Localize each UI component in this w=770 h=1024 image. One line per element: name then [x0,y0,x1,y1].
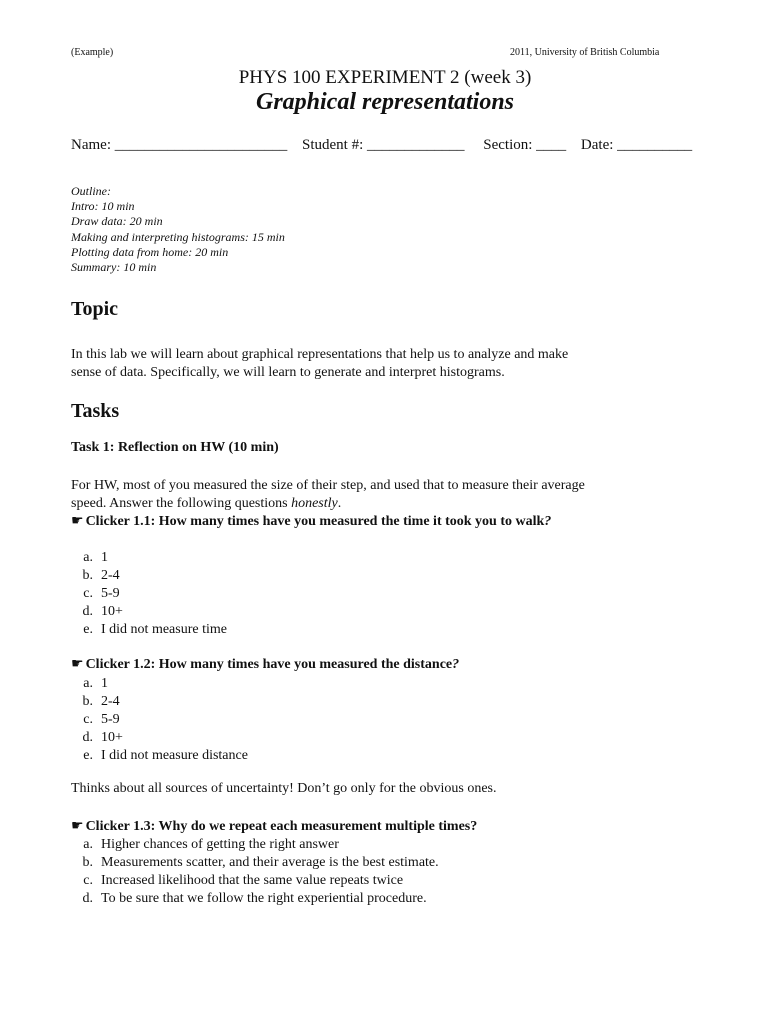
document-title: PHYS 100 EXPERIMENT 2 (week 3) [238,67,532,88]
clicker-question-text: Clicker 1.2: How many times have you measured the distance [85,657,453,672]
pointing-hand-icon: ☛ [71,657,84,672]
clicker-question-mark: ? [544,514,552,529]
student-number-field: Student #: _____________ [301,137,465,153]
topic-paragraph: In this lab we will learn about graphical representations that help us to analyze and make sense of data. Specifically, we will learn to generate and interpret histograms. [71,347,569,380]
option-marker: b. [82,568,93,583]
document-subtitle: Graphical representations [255,89,515,115]
option-item[interactable] [67,711,248,729]
clicker-question-mark: ? [452,657,460,672]
tasks-heading: Tasks [71,400,120,422]
option-item[interactable] [67,890,439,908]
option-marker: c. [83,586,93,601]
option-text: I did not measure time [101,622,227,637]
clicker-question-3 [71,818,477,836]
option-item[interactable] [67,854,439,872]
option-text: Measurements scatter, and their average is the best estimate. [101,855,439,870]
option-item[interactable] [67,549,227,567]
option-text: 1 [101,676,108,691]
pointing-hand-icon: ☛ [71,514,84,529]
option-item[interactable] [67,603,227,621]
option-item[interactable] [67,729,248,747]
outline-line: Intro: 10 min [71,199,135,214]
pointing-hand-icon: ☛ [71,819,84,834]
outline-line: Outline: [71,184,111,198]
option-text: 5-9 [101,712,120,727]
option-marker: b. [82,855,93,870]
option-text: 10+ [101,604,123,619]
option-text: I did not measure distance [101,748,248,763]
option-marker: b. [82,694,93,709]
option-text: Higher chances of getting the right answer [101,837,339,852]
hw-emphasis: honestly [291,496,338,511]
option-item[interactable] [67,567,227,585]
uncertainty-note: Thinks about all sources of uncertainty! Don’t go only for the obvious ones. [71,781,497,796]
outline-line: Draw data: 20 min [71,214,163,229]
option-text: To be sure that we follow the right experiential procedure. [101,891,427,906]
option-text: 5-9 [101,586,120,601]
header-university: 2011, University of British Columbia [510,47,660,58]
option-marker: a. [83,550,93,565]
option-item[interactable] [67,675,248,693]
date-field: Date: __________ [580,137,693,153]
hw-paragraph [71,477,591,513]
section-field: Section: ____ [483,137,567,153]
option-marker: c. [83,712,93,727]
option-item[interactable] [67,585,227,603]
outline-block [71,184,285,275]
outline-line: Plotting data from home: 20 min [71,244,229,259]
hw-text: For HW, most of you measured the size of their step, and used that to measure their average speed. Answer the following questions [71,478,585,511]
clicker-3-options [67,836,439,908]
task1-heading: Task 1: Reflection on HW (10 min) [71,440,279,455]
hw-end: . [337,496,342,511]
clicker-1-options [67,549,227,639]
header-example-label: (Example) [71,47,114,58]
option-marker: e. [83,748,93,763]
option-item[interactable] [67,747,248,765]
clicker-2-options [67,675,248,765]
clicker-question-1 [71,513,571,531]
option-marker: a. [83,837,93,852]
option-marker: d. [82,730,93,745]
option-item[interactable] [67,872,439,890]
clicker-question-text: Clicker 1.3: Why do we repeat each measurement multiple times? [85,819,478,834]
option-text: 2-4 [101,568,120,583]
option-marker: d. [82,891,93,906]
option-text: 2-4 [101,694,120,709]
clicker-question-text: Clicker 1.1: How many times have you measured the time it took you to walk [85,514,545,529]
option-marker: c. [83,873,93,888]
name-field: Name: _______________________ [71,137,288,153]
option-marker: e. [83,622,93,637]
option-item[interactable] [67,693,248,711]
option-item[interactable] [67,836,439,854]
option-text: 10+ [101,730,123,745]
student-info-row [71,137,703,154]
outline-line: Making and interpreting histograms: 15 min [71,229,285,244]
outline-line: Summary: 10 min [71,260,157,275]
topic-heading: Topic [71,298,119,320]
option-marker: a. [83,676,93,691]
option-item[interactable] [67,621,227,639]
option-text: 1 [101,550,108,565]
option-marker: d. [82,604,93,619]
option-text: Increased likelihood that the same value repeats twice [101,873,404,888]
clicker-question-2 [71,656,459,674]
